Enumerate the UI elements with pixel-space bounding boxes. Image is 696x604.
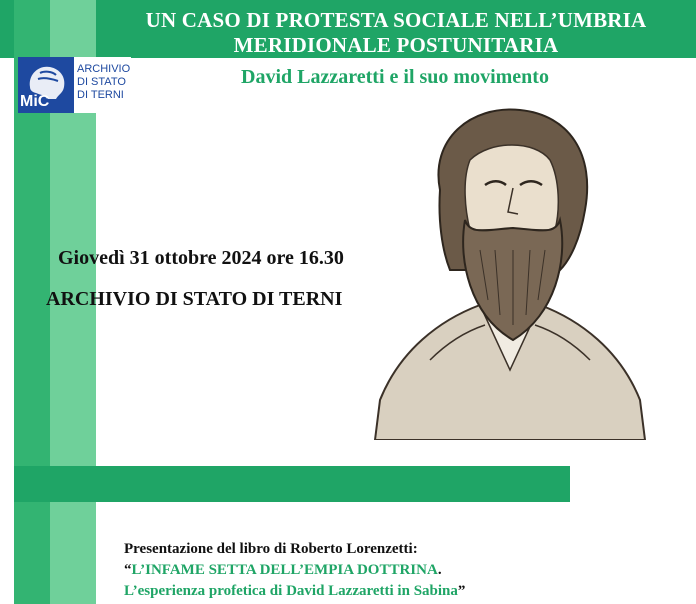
divider-band [14, 466, 570, 502]
close-quote: ” [457, 583, 466, 599]
logo-text [77, 63, 130, 102]
logo-abbreviation: MiC [20, 93, 50, 110]
archive-logo [18, 57, 131, 113]
book-intro: Presentazione del libro di Roberto Lorenzetti: [124, 541, 418, 557]
logo-line-3: DI TERNI [77, 89, 124, 101]
logo-line-1: ARCHIVIO [77, 63, 131, 75]
book-subtitle: L’esperienza profetica di David Lazzaretti in Sabina [124, 583, 458, 599]
page-subtitle: David Lazzaretti e il suo movimento [241, 66, 549, 88]
title-line-2: MERIDIONALE POSTUNITARIA [233, 33, 559, 57]
logo-line-2: DI STATO [77, 76, 126, 88]
portrait-engraving [370, 100, 650, 440]
book-title-end: . [437, 562, 442, 578]
page-title [96, 8, 696, 58]
event-date: Giovedì 31 ottobre 2024 ore 16.30 [58, 247, 344, 269]
book-subtitle-line [124, 581, 604, 602]
title-line-1: UN CASO DI PROTESTA SOCIALE NELL’UMBRIA [145, 8, 647, 32]
open-quote: “ [124, 562, 132, 578]
book-title-line [124, 560, 604, 581]
mic-emblem-icon [18, 57, 74, 113]
book-presentation [124, 539, 604, 602]
event-venue: ARCHIVIO DI STATO DI TERNI [46, 288, 343, 310]
book-title: L’INFAME SETTA DELL’EMPIA DOTTRINA [131, 562, 438, 578]
